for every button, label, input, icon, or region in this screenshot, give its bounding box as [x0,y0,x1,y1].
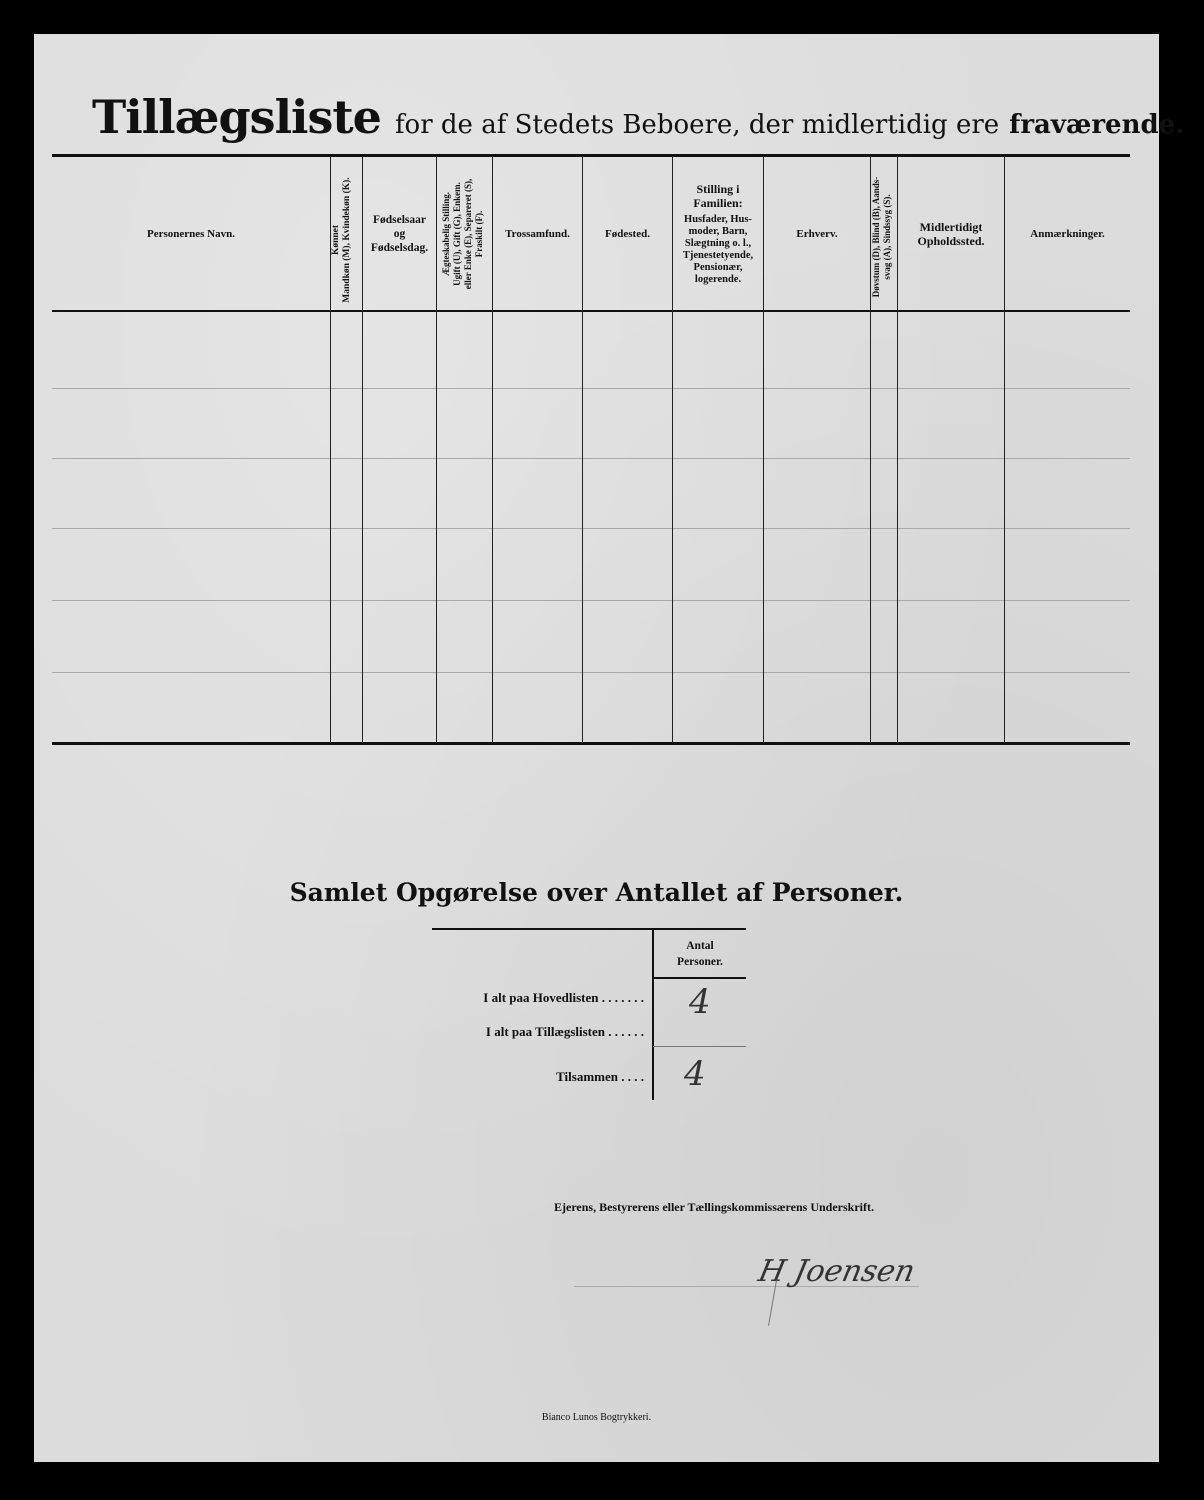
header-family-detail: Slægtning o. l., [684,238,752,249]
summary-col-header-line: Antal [686,940,714,952]
table-row-line [52,458,1130,459]
summary-header-border [653,977,746,979]
census-form-page [34,34,1185,1462]
title-subtitle: for de af Stedets Beboere, der midlertidig ere [394,110,1000,140]
header-name-text: Personernes Navn. [147,228,235,240]
header-gender [331,163,361,317]
header-marital-line: Ægteskabelig Stilling. [441,192,451,277]
table-bottom-border [52,742,1130,745]
header-name [52,158,330,310]
table-top-border [52,154,1130,157]
header-temporary-residence [898,158,1004,310]
header-marital-status [441,157,489,311]
table-row-line [52,600,1130,601]
header-disability [871,160,895,314]
header-marital-line: Ugift (U), Gift (G), Enkem. [452,182,462,286]
table-row-line [52,528,1130,529]
header-family-detail: moder, Barn, [688,226,748,237]
header-family-detail: Pensionær, [693,262,743,273]
summary-label-main-list: I alt paa Hovedlisten . . . . . . . [483,990,644,1005]
header-birth [363,158,436,310]
summary-top-border [432,928,746,930]
header-residence-line: Midlertidigt [919,220,983,234]
header-birthplace [583,158,672,310]
form-title [92,90,1185,150]
header-family-detail: Tjenestetyende, [682,250,754,261]
summary-label-total: Tilsammen . . . . [556,1069,644,1084]
header-disability-line: Døvstum (D), Blind (B), Aands- [871,176,881,298]
header-remarks [1005,158,1130,310]
header-birth-line: Fødselsdag. [370,242,429,254]
header-family-detail: logerende. [694,274,742,285]
summary-value-total: 4 [684,1054,706,1094]
table-row-line [52,388,1130,389]
header-religion [493,158,582,310]
header-family-position [673,158,763,310]
header-birthplace-text: Fødested. [605,228,650,240]
header-family-title: Stilling i [696,182,740,196]
header-gender-title: Kønnet [331,224,341,256]
signature-handwriting: H Joensen [755,1254,919,1289]
summary-col-header-line: Personer. [677,956,723,968]
title-main: Tillægsliste [92,90,381,144]
header-family-detail: Husfader, Hus- [684,214,752,225]
summary-value-main-list: 4 [689,982,711,1022]
header-marital-line: eller Enke (E), Separeret (S), [463,178,473,290]
header-gender-detail: Mandkøn (M), Kvindekøn (K). [342,177,352,303]
table-header-border [52,310,1130,312]
table-row-line [52,672,1130,673]
header-religion-text: Trossamfund. [505,228,570,240]
column-divider [436,156,437,743]
summary-title: Samlet Opgørelse over Antallet af Personer. [289,878,904,907]
header-birth-line: Fødselsaar [372,214,427,226]
header-marital-line: Fraskilt (F). [474,210,484,258]
header-residence-line: Opholdssted. [917,234,985,248]
header-birth-line: og [393,228,406,240]
header-disability-line: svag (A), Sindssyg (S). [882,194,892,280]
summary-label-supplement-list: I alt paa Tillægslisten . . . . . . [485,1024,644,1039]
header-occupation [764,158,870,310]
title-emphasis: fraværende. [1009,110,1185,140]
signature-label: Ejerens, Bestyrerens eller Tællingskommissærens Underskrift. [554,1200,874,1214]
header-family-title: Familien: [693,196,743,210]
summary-sum-line [653,1046,746,1047]
header-remarks-text: Anmærkninger. [1030,228,1105,240]
header-occupation-text: Erhverv. [796,228,838,240]
printer-imprint: Bianco Lunos Bogtrykkeri. [541,1412,652,1423]
summary-col-header [654,938,746,970]
